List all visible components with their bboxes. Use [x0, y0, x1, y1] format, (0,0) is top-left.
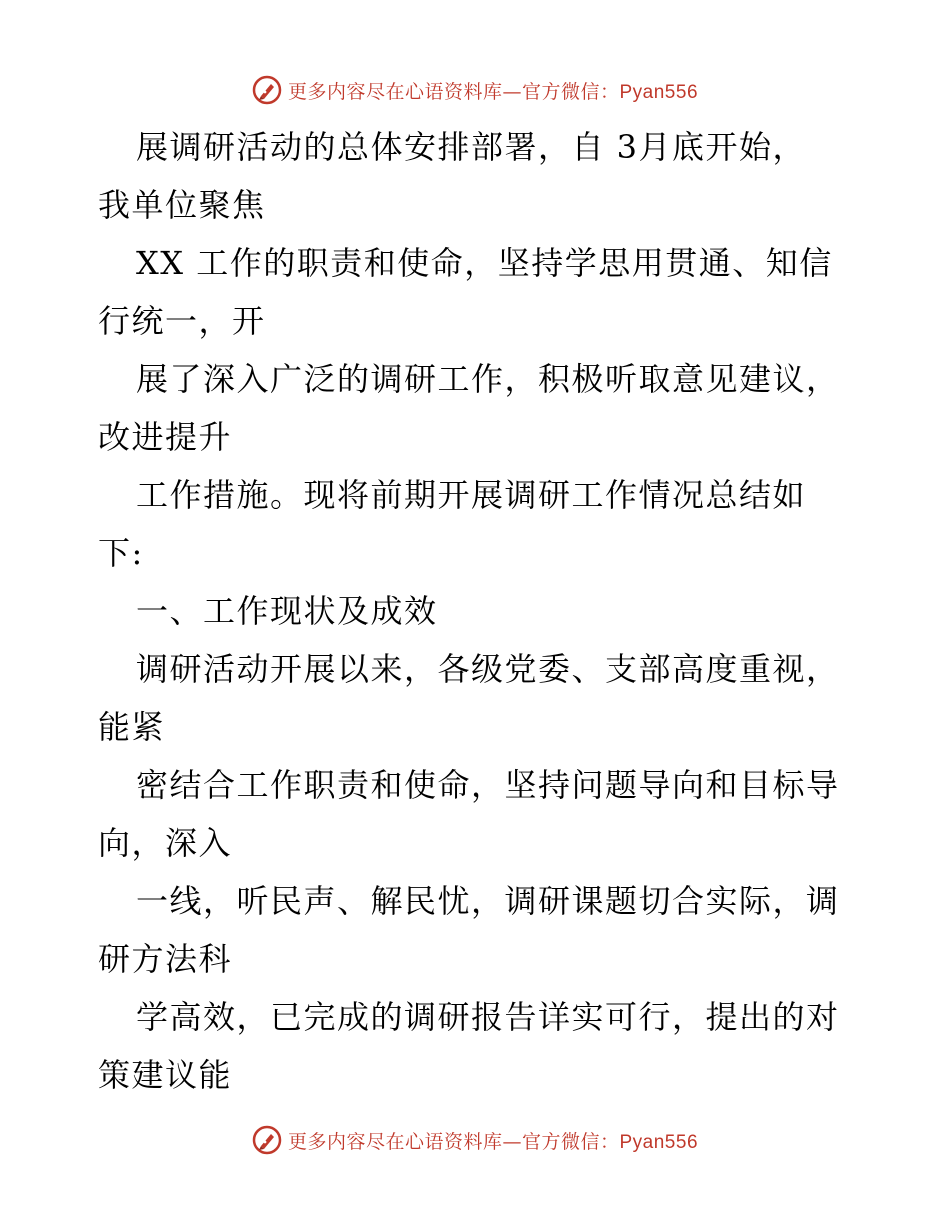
watermark-header — [0, 70, 950, 110]
watermark-footer — [0, 1120, 950, 1160]
text-line: 展调研活动的总体安排部署，自 3月底开始， — [136, 128, 807, 166]
text-line: 研方法科 — [98, 940, 233, 978]
watermark-wechat-id: Pyan556 — [619, 81, 699, 103]
text-line: 行统一，开 — [98, 302, 266, 340]
watermark-official-text: 官方微信： — [521, 80, 620, 103]
text-line: XX 工作的职责和使命，坚持学思用贯通、知信 — [136, 244, 833, 282]
document-body — [98, 118, 858, 1104]
section-heading: 一、工作现状及成效 — [136, 592, 438, 630]
watermark-site-text: 更多内容尽在心语资料库 — [287, 1130, 503, 1153]
pen-logo-icon — [252, 75, 282, 105]
watermark-text — [288, 77, 698, 104]
watermark-separator: — — [502, 1130, 522, 1153]
text-line: 我单位聚焦 — [98, 186, 266, 224]
watermark-text — [288, 1127, 698, 1154]
text-line: 改进提升 — [98, 418, 233, 456]
text-line: 密结合工作职责和使命，坚持问题导向和目标导 — [136, 766, 840, 804]
pen-logo-icon — [252, 1125, 282, 1155]
text-line: 一线，听民声、解民忧，调研课题切合实际，调 — [136, 882, 840, 920]
watermark-site-text: 更多内容尽在心语资料库 — [287, 80, 503, 103]
text-line: 向，深入 — [98, 824, 233, 862]
watermark-separator: — — [502, 80, 522, 103]
text-line: 策建议能 — [98, 1056, 233, 1094]
text-line: 下: — [98, 534, 144, 572]
text-line: 能紧 — [98, 708, 166, 746]
text-line: 调研活动开展以来，各级党委、支部高度重视， — [136, 650, 840, 688]
text-line: 展了深入广泛的调研工作，积极听取意见建议， — [136, 360, 840, 398]
text-line: 工作措施。现将前期开展调研工作情况总结如 — [136, 476, 807, 514]
watermark-wechat-id: Pyan556 — [619, 1131, 699, 1153]
text-line: 学高效，已完成的调研报告详实可行，提出的对 — [136, 998, 840, 1036]
watermark-official-text: 官方微信： — [521, 1130, 620, 1153]
